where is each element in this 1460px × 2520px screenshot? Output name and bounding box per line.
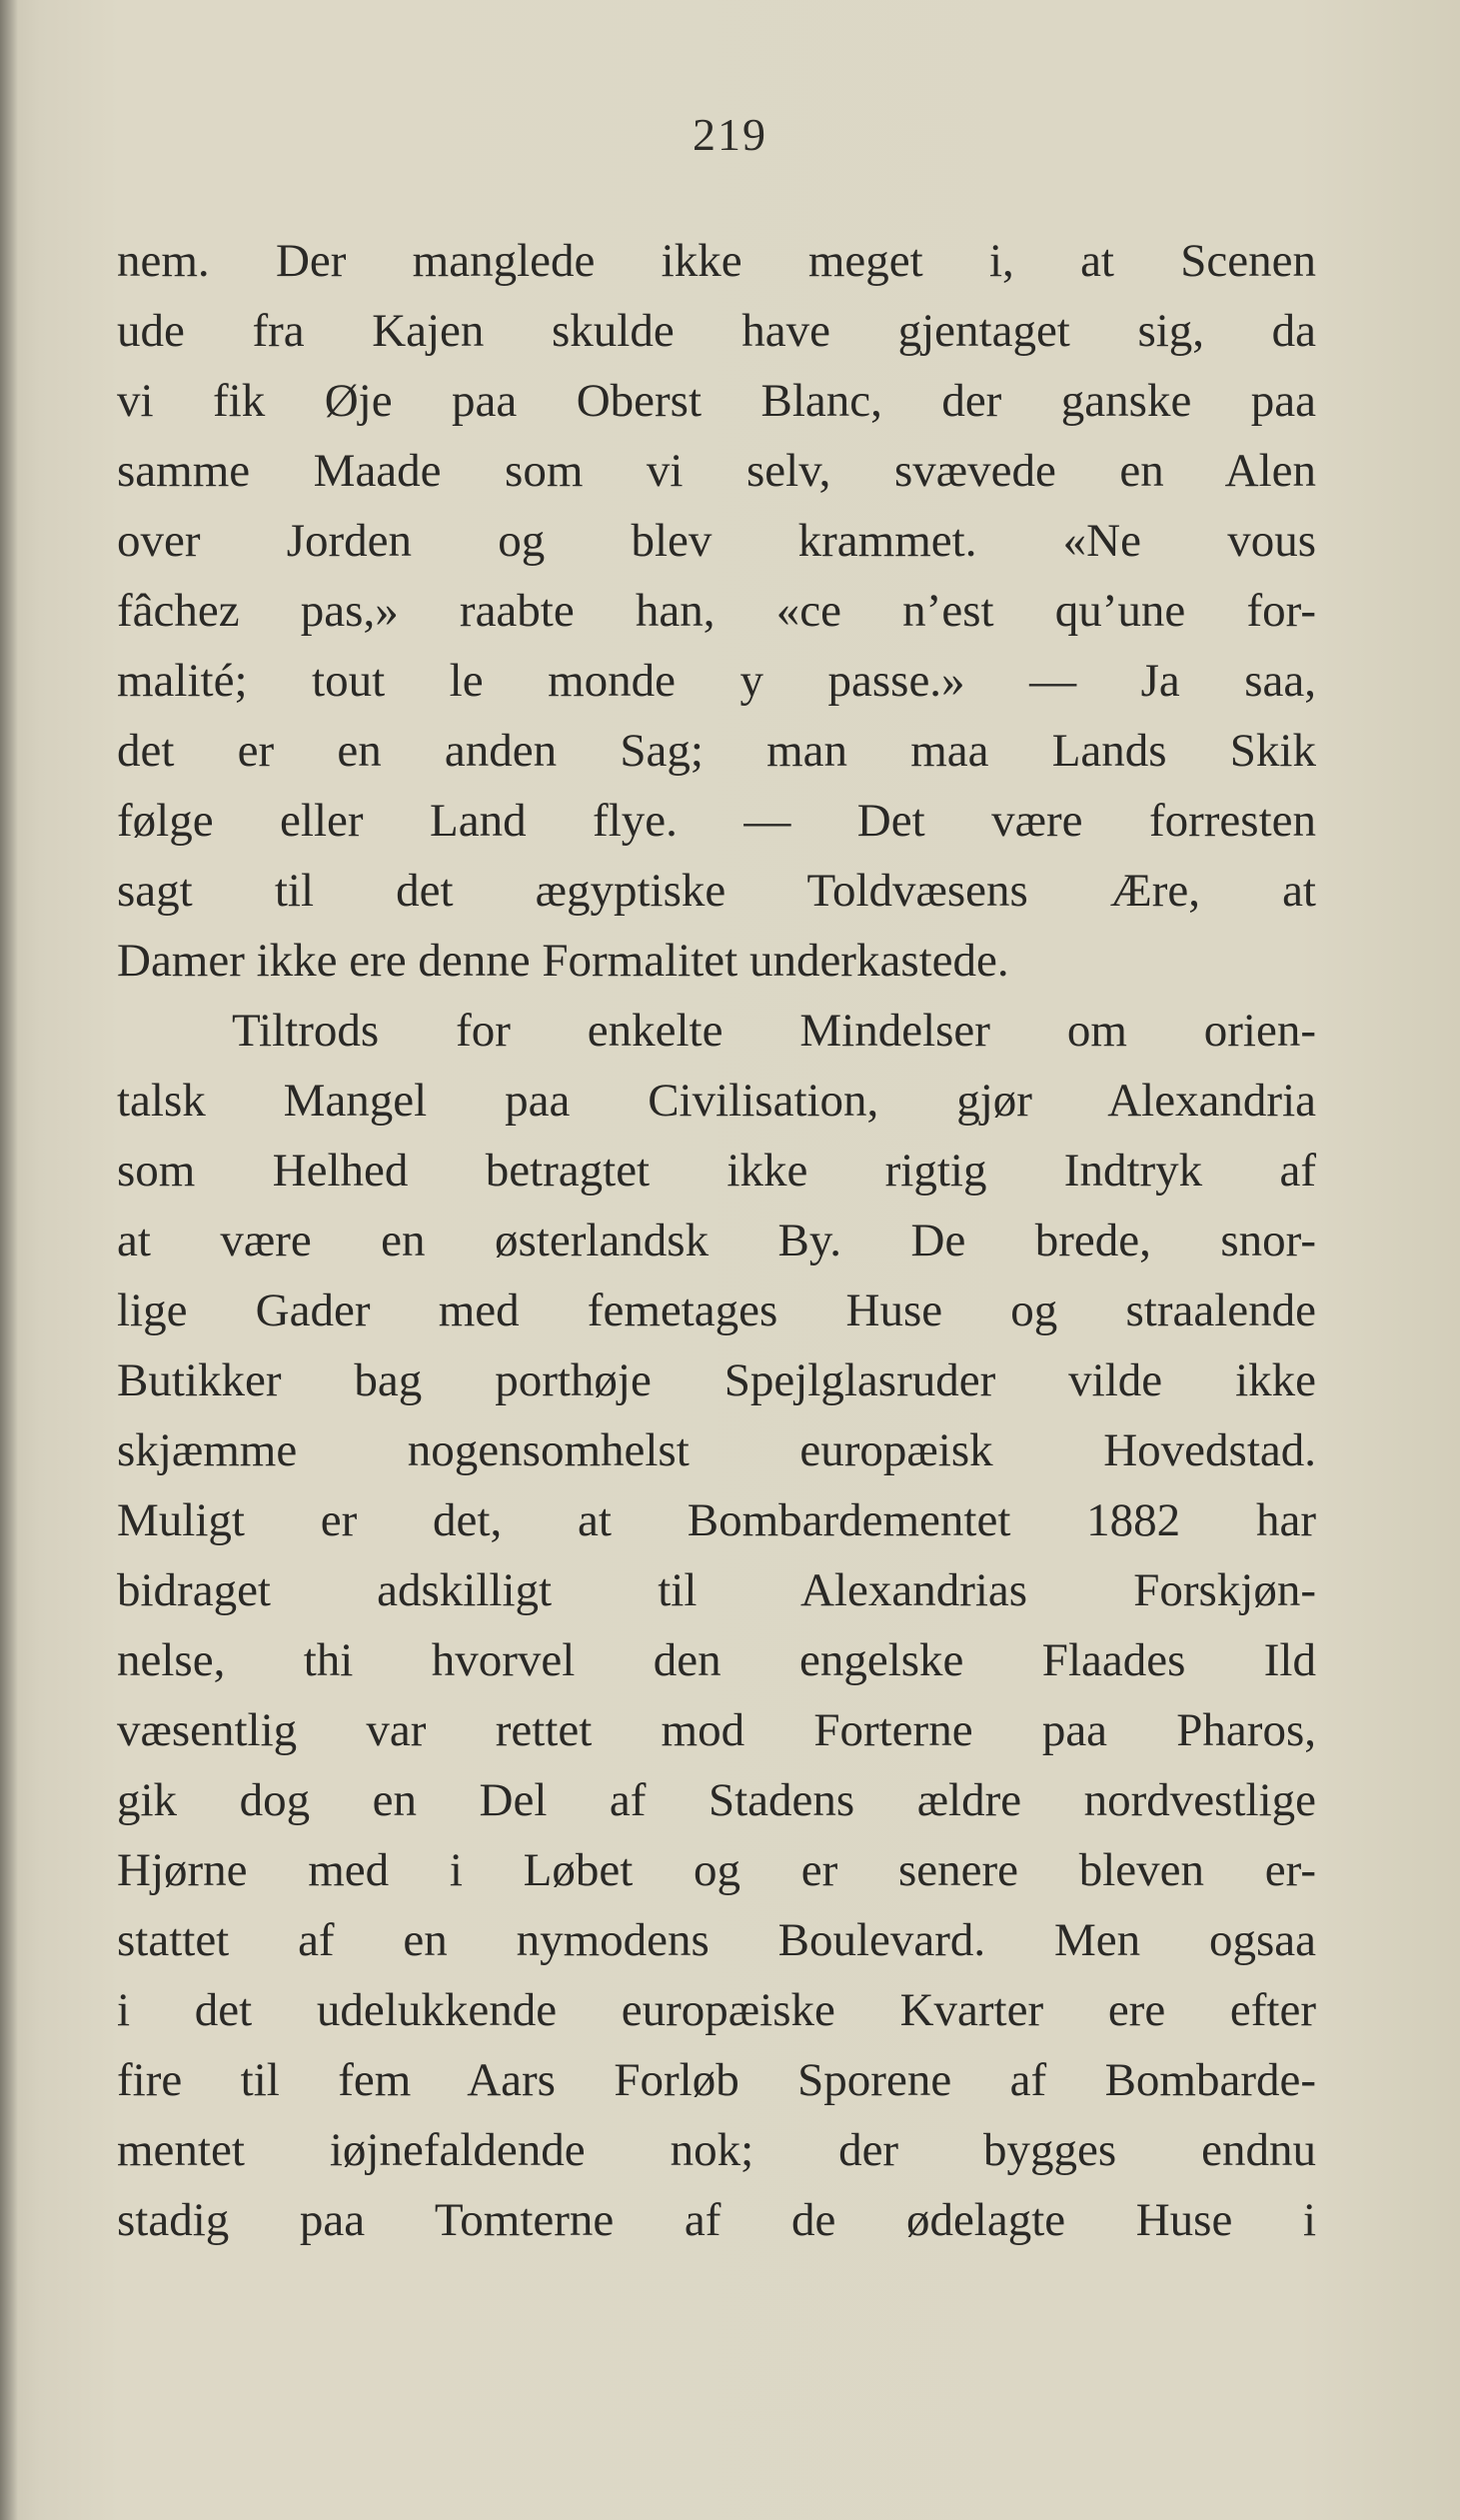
text-line: følge eller Land flye. — Det være forresten xyxy=(117,795,1316,847)
text-line: at være en østerlandsk By. De brede, snor- xyxy=(117,1215,1316,1266)
body-text xyxy=(117,226,1316,2255)
text-line: Muligt er det, at Bombardementet 1882 har xyxy=(117,1494,1316,1546)
text-line: stattet af en nymodens Boulevard. Men ogsaa xyxy=(117,1914,1316,1966)
text-line: lige Gader med femetages Huse og straalende xyxy=(117,1284,1316,1336)
text-line: Butikker bag porthøje Spejlglasruder vilde ikke xyxy=(117,1354,1316,1406)
page-spine-shadow xyxy=(0,0,18,2520)
text-line: gik dog en Del af Stadens ældre nordvestlige xyxy=(117,1774,1316,1826)
text-line: væsentlig var rettet mod Forterne paa Pharos, xyxy=(117,1704,1316,1756)
text-line: fâchez pas,» raabte han, «ce n’est qu’une for- xyxy=(117,585,1316,637)
text-line: stadig paa Tomterne af de ødelagte Huse i xyxy=(117,2194,1316,2246)
text-line: Hjørne med i Løbet og er senere bleven er- xyxy=(117,1844,1316,1896)
text-line: ude fra Kajen skulde have gjentaget sig, da xyxy=(117,305,1316,357)
text-line: bidraget adskilligt til Alexandrias Forskjøn- xyxy=(117,1564,1316,1616)
text-line: vi fik Øje paa Oberst Blanc, der ganske paa xyxy=(117,375,1316,427)
text-line: som Helhed betragtet ikke rigtig Indtryk af xyxy=(117,1145,1316,1197)
text-line: Damer ikke ere denne Formalitet underkastede. xyxy=(117,935,1009,987)
text-line: mentet iøjnefaldende nok; der bygges endnu xyxy=(117,2124,1316,2176)
paragraph-start-line: Tiltrods for enkelte Mindelser om orien- xyxy=(232,1005,1316,1057)
text-line: nem. Der manglede ikke meget i, at Scenen xyxy=(117,235,1316,287)
text-line: fire til fem Aars Forløb Sporene af Bombarde- xyxy=(117,2054,1316,2106)
text-line: talsk Mangel paa Civilisation, gjør Alexandria xyxy=(117,1075,1316,1127)
text-line: malité; tout le monde y passe.» — Ja saa, xyxy=(117,655,1316,707)
text-line: skjæmme nogensomhelst europæisk Hovedstad. xyxy=(117,1424,1316,1476)
text-line: over Jorden og blev krammet. «Ne vous xyxy=(117,515,1316,567)
text-line: i det udelukkende europæiske Kvarter ere efter xyxy=(117,1984,1316,2036)
text-line: sagt til det ægyptiske Toldvæsens Ære, at xyxy=(117,865,1316,917)
text-line: nelse, thi hvorvel den engelske Flaades Ild xyxy=(117,1634,1316,1686)
text-line: det er en anden Sag; man maa Lands Skik xyxy=(117,725,1316,777)
page-number: 219 xyxy=(693,109,767,160)
text-line: samme Maade som vi selv, svævede en Alen xyxy=(117,445,1316,497)
